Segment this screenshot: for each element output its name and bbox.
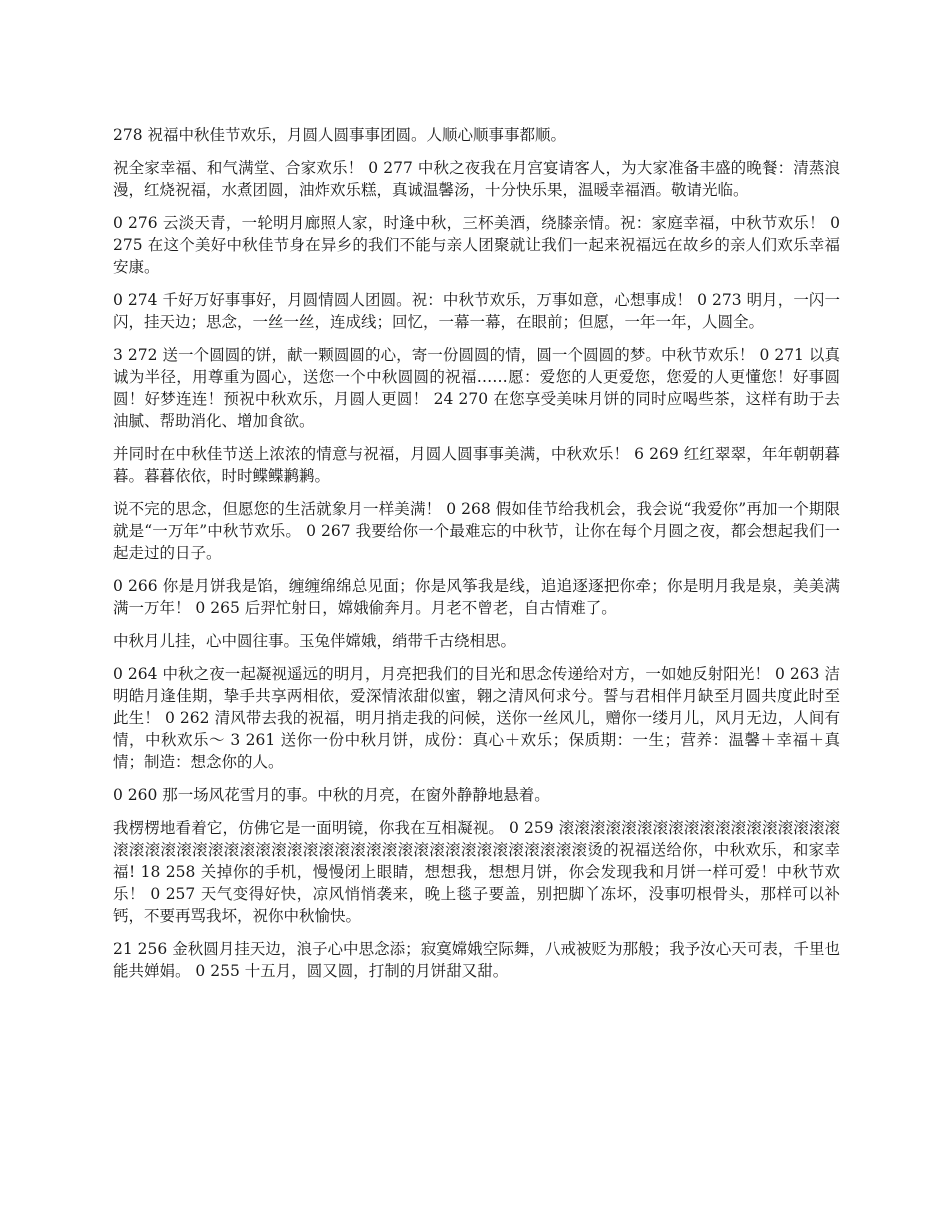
paragraph-12: 我楞楞地看着它，仿佛它是一面明镜，你我在互相凝视。 0 259 滚滚滚滚滚滚滚滚滚滚滚滚滚滚滚滚滚滚滚滚滚滚滚滚滚滚滚滚滚滚滚滚滚滚滚滚滚滚滚滚滚滚滚滚滚滚滚滚烫的祝福送给你，中秋欢乐，和家幸福! 18 258 关掉你的手机，慢慢闭上眼睛，想想我，想想月饼，你会发现我和月饼一样可爱！中秋节欢乐！ 0 257 天气变得好快，凉风悄悄袭来，晚上毯子要盖，别把脚丫冻坏，没事叨根骨头，那样可以补钙，不要再骂我坏，祝你中秋愉快。 xyxy=(113,819,840,925)
paragraph-2: 祝全家幸福、和气满堂、合家欢乐！ 0 277 中秋之夜我在月宫宴请客人，为大家准备丰盛的晚餐：清蒸浪漫，红烧祝福，水煮团圆，油炸欢乐糕，真诚温馨汤，十分快乐果，温暖幸福酒。敬请光临。 xyxy=(113,159,840,199)
document-body xyxy=(113,124,840,993)
paragraph-6: 并同时在中秋佳节送上浓浓的情意与祝福，月圆人圆事事美满，中秋欢乐！ 6 269 红红翠翠，年年朝朝暮暮。暮暮依依，时时鲽鲽鹣鹣。 xyxy=(113,445,840,485)
paragraph-13: 21 256 金秋圆月挂天边，浪子心中思念添；寂寞嫦娥空际舞，八戒被贬为那般；我予汝心天可表，千里也能共婵娟。 0 255 十五月，圆又圆，打制的月饼甜又甜。 xyxy=(113,940,840,980)
paragraph-11: 0 260 那一场风花雪月的事。中秋的月亮，在窗外静静地悬着。 xyxy=(113,786,550,804)
paragraph-7: 说不完的思念，但愿您的生活就象月一样美满！ 0 268 假如佳节给我机会，我会说“我爱你”再加一个期限就是“一万年”中秋节欢乐。 0 267 我要给你一个最难忘的中秋节，让你在每个月圆之夜，都会想起我们一起走过的日子。 xyxy=(113,500,840,562)
paragraph-4: 0 274 千好万好事事好，月圆情圆人团圆。祝：中秋节欢乐，万事如意，心想事成！ 0 273 明月，一闪一闪，挂天边；思念，一丝一丝，连成线；回忆，一幕一幕，在眼前；但愿，一年一年，人圆全。 xyxy=(113,291,840,331)
paragraph-5: 3 272 送一个圆圆的饼，献一颗圆圆的心，寄一份圆圆的情，圆一个圆圆的梦。中秋节欢乐！ 0 271 以真诚为半径，用尊重为圆心，送您一个中秋圆圆的祝福……愿：爱您的人更爱您，您爱的人更懂您！好事圆圆！好梦连连！预祝中秋欢乐，月圆人更圆！ 24 270 在您享受美味月饼的同时应喝些茶，这样有助于去油腻、帮助消化、增加食欲。 xyxy=(113,346,840,430)
paragraph-3: 0 276 云淡天青，一轮明月廊照人家，时逢中秋，三杯美酒，绕膝亲情。祝：家庭幸福，中秋节欢乐！ 0 275 在这个美好中秋佳节身在异乡的我们不能与亲人团聚就让我们一起来祝福远在故乡的亲人们欢乐幸福安康。 xyxy=(113,214,840,276)
paragraph-8: 0 266 你是月饼我是馅，缠缠绵绵总见面；你是风筝我是线，追追逐逐把你牵；你是明月我是泉，美美满满一万年！ 0 265 后羿忙射日，嫦娥偷奔月。月老不曾老，自古情难了。 xyxy=(113,577,840,617)
paragraph-10: 0 264 中秋之夜一起凝视遥远的明月，月亮把我们的目光和思念传递给对方，一如她反射阳光！ 0 263 洁明皓月逢佳期，挚手共享两相依，爱深情浓甜似蜜，翱之清风何求兮。誓与君相伴月缺至月圆共度此时至此生！ 0 262 清风带去我的祝福，明月捎走我的问候，送你一丝风儿，赠你一缕月儿，风月无边，人间有情，中秋欢乐～ 3 261 送你一份中秋月饼，成份：真心＋欢乐；保质期：一生；营养：温馨＋幸福＋真情；制造：想念你的人。 xyxy=(113,665,840,771)
paragraph-9: 中秋月儿挂，心中圆往事。玉兔伴嫦娥，绡带千古绕相思。 xyxy=(113,632,517,650)
paragraph-1: 278 祝福中秋佳节欢乐，月圆人圆事事团圆。人顺心顺事事都顺。 xyxy=(113,126,567,144)
